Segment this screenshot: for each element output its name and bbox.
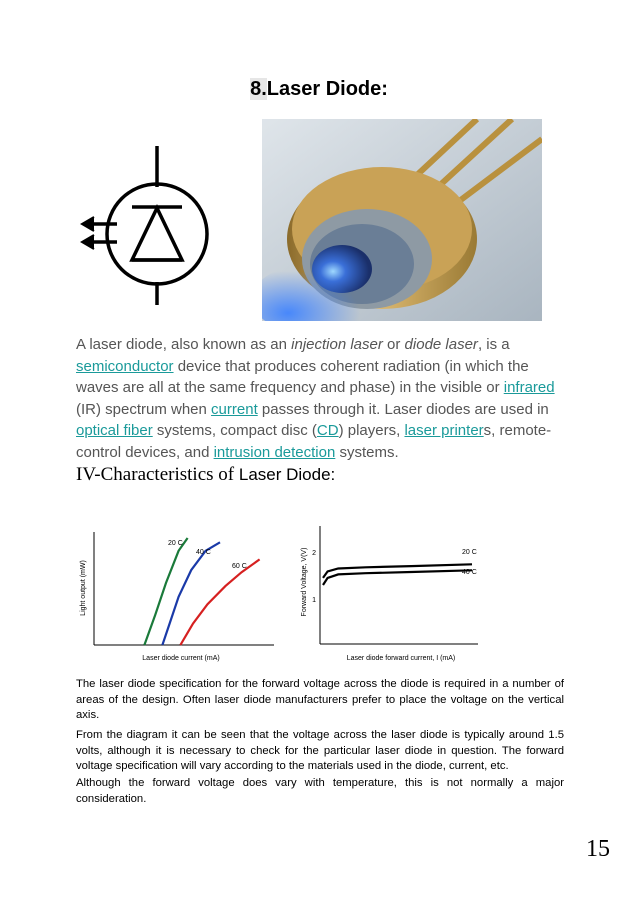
chart2-ylabel: Forward Voltage, V(V) (301, 547, 308, 617)
paragraph-diagram-explanation: From the diagram it can be seen that the voltage across the laser diode is typically around 1.5 volts, although it is necessary to check for the particular laser diode in question. The forward voltage specification will vary according to the materials used in the diode, current, etc. (76, 729, 564, 772)
series-label-20c: 20 C (168, 540, 183, 547)
laser-diode-photo (262, 119, 542, 321)
title-text: Laser Diode: (266, 78, 388, 100)
series-line-40c (162, 542, 220, 645)
chart1-ylabel: Light output (mW) (80, 560, 87, 616)
series-line-60c (180, 559, 259, 645)
text: A laser diode, also known as an (76, 336, 292, 353)
link-optical-fiber[interactable]: optical fiber (76, 422, 153, 440)
text: or (382, 336, 405, 353)
section-number: 8. (250, 78, 267, 100)
text: ) players, (338, 422, 405, 440)
page-number: 15 (586, 836, 610, 862)
link-current[interactable]: current (211, 400, 258, 418)
text: device that produces coherent radiation (in which the waves are all at the same frequency and phase) in the visible or (76, 357, 529, 397)
forward-voltage-chart (296, 522, 496, 666)
text: systems, compact disc ( (152, 422, 317, 440)
term-diode-laser: diode laser (404, 336, 478, 353)
intro-paragraph (76, 334, 566, 464)
chart2-ytick-1: 1 (312, 597, 316, 604)
series-label-40c: 40 C (196, 549, 211, 556)
text: , is a (477, 336, 510, 353)
series-label-60c: 60 C (232, 563, 247, 570)
chart1-xlabel: Laser diode current (mA) (142, 655, 220, 662)
chart2-ytick-2: 2 (312, 550, 316, 557)
link-semiconductor[interactable]: semiconductor (76, 357, 174, 375)
chart2-xlabel: Laser diode forward current, I (mA) (346, 655, 456, 662)
paragraph-temperature-note: Although the forward voltage does vary with temperature, this is not normally a major consideration. (76, 777, 564, 805)
section-heading (76, 464, 335, 486)
text: s, remote-control devices, and (76, 422, 552, 461)
section-heading-colon: : (330, 465, 336, 484)
series-label-20c: 20 C (462, 549, 477, 556)
paragraph-forward-voltage-spec: The laser diode specification for the forward voltage across the diode is required in a number of areas of the design. Often laser diode manufacturers prefer to place the voltage on the vertical axis. (76, 678, 564, 721)
series-label-40c: 40 C (462, 569, 477, 576)
text: systems. (335, 443, 399, 461)
page-title (0, 78, 638, 101)
link-laser-printer[interactable]: laser printer (404, 422, 484, 440)
link-infrared[interactable]: infrared (503, 379, 555, 397)
section-heading-part2: Laser Diode (238, 465, 331, 484)
text: passes through it. Laser diodes are used in (257, 400, 549, 418)
link-cd[interactable]: CD (316, 422, 339, 440)
laser-diode-symbol-icon (72, 142, 222, 307)
light-output-chart (76, 528, 276, 666)
term-injection-laser: injection laser (291, 336, 383, 353)
section-heading-part1: IV-Characteristics of (76, 464, 239, 485)
series-line-40c (323, 570, 472, 585)
text: (IR) spectrum when (76, 400, 212, 418)
link-intrusion-detection[interactable]: intrusion detection (213, 443, 336, 461)
